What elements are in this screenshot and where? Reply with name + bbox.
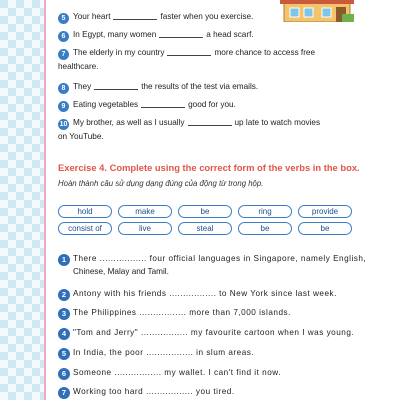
question-number: 1 xyxy=(58,254,70,266)
exercise4-question-7: 7 Working too hard ................. you tired. xyxy=(58,386,378,399)
verb-pill-consist-of: consist of xyxy=(58,222,112,235)
exercise4-title: Exercise 4. Complete using the correct form of the verbs in the box. xyxy=(58,162,360,173)
exercise4-question-4: 4 "Tom and Jerry" ................. my favourite cartoon when I was young. xyxy=(58,327,378,340)
answer-blank[interactable] xyxy=(159,29,203,38)
answer-blank[interactable] xyxy=(188,117,232,126)
exercise3-item-9: 9 Eating vegetables good for you. xyxy=(58,98,368,112)
side-divider-line xyxy=(44,0,46,400)
answer-blank[interactable] xyxy=(94,81,138,90)
exercise4-question-1: 1 There ................. four official languages in Singapore, namely English, Chinese, Malay and Tamil. xyxy=(58,253,378,278)
verb-pill-be: be xyxy=(178,205,232,218)
question-number: 3 xyxy=(58,308,70,320)
verb-pill-live: live xyxy=(118,222,172,235)
exercise3-item-8: 8 They the results of the test via emails. xyxy=(58,80,368,94)
question-number: 2 xyxy=(58,289,70,301)
question-number: 5 xyxy=(58,348,70,360)
decorative-side-strip xyxy=(0,0,44,400)
answer-blank[interactable] xyxy=(113,11,157,20)
verb-pill-steal: steal xyxy=(178,222,232,235)
item-number: 7 xyxy=(58,49,69,60)
item-number: 6 xyxy=(58,31,69,42)
exercise4-question-3: 3 The Philippines ................. more than 7,000 islands. xyxy=(58,307,378,320)
verb-pill-ring: ring xyxy=(238,205,292,218)
exercise4-question-5: 5 In India, the poor ................. in slum areas. xyxy=(58,347,378,360)
verb-pill-be-2: be xyxy=(238,222,292,235)
exercise3-item-7: 7 The elderly in my country more chance to access free healthcare. xyxy=(58,48,316,71)
verb-pill-hold: hold xyxy=(58,205,112,218)
exercise4-question-2: 2 Antony with his friends ................. to New York since last week. xyxy=(58,288,378,301)
item-number: 8 xyxy=(58,83,69,94)
item-number: 9 xyxy=(58,101,69,112)
answer-blank[interactable] xyxy=(141,99,185,108)
question-number: 7 xyxy=(58,387,70,399)
item-number: 10 xyxy=(59,121,68,128)
exercise4-subtitle: Hoàn thành câu sử dụng dạng đúng của động từ trong hộp. xyxy=(58,179,264,188)
answer-blank[interactable] xyxy=(167,47,211,56)
exercise3-item-5: 5 Your heart faster when you exercise. xyxy=(58,10,368,24)
item-number: 5 xyxy=(58,13,69,24)
question-number: 6 xyxy=(58,368,70,380)
question-number: 4 xyxy=(58,328,70,340)
exercise4-question-6: 6 Someone ................. my wallet. I can't find it now. xyxy=(58,367,378,380)
exercise3-item-6: 6 In Egypt, many women a head scarf. xyxy=(58,28,368,42)
verb-pill-provide: provide xyxy=(298,205,352,218)
verb-pill-make: make xyxy=(118,205,172,218)
verb-pill-be-3: be xyxy=(298,222,352,235)
exercise3-item-10: 10 My brother, as well as I usually up late to watch movies on YouTube. xyxy=(58,118,321,141)
